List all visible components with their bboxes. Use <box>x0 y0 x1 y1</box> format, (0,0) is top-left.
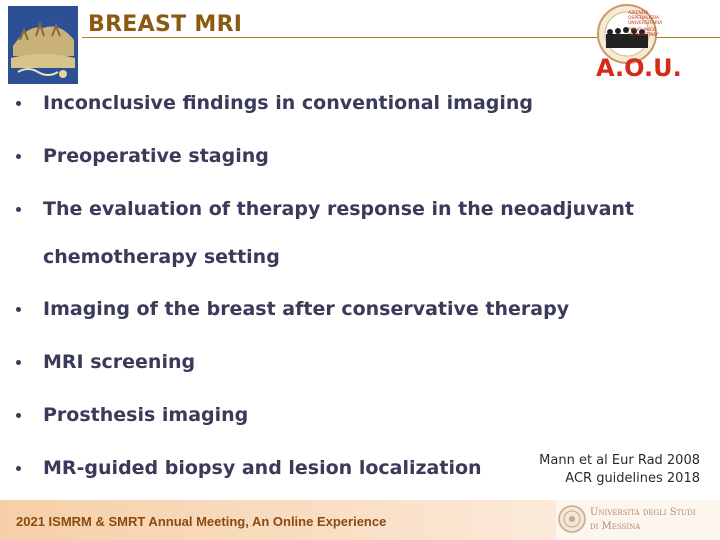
reference-line: ACR guidelines 2018 <box>565 471 700 486</box>
reference-line: Mann et al Eur Rad 2008 <box>539 453 700 468</box>
university-name <box>590 506 696 534</box>
bullet-item: MRI screening <box>43 351 196 373</box>
bullet-item: Prosthesis imaging <box>43 404 249 426</box>
bullet-dot <box>16 466 21 471</box>
footer-bar <box>0 500 720 540</box>
bullet-item: Preoperative staging <box>43 145 269 167</box>
svg-text:POLICLINICO: POLICLINICO <box>628 28 657 33</box>
bullet-item: MR-guided biopsy and lesion localization <box>43 457 482 479</box>
slide-title: BREAST MRI <box>88 12 243 37</box>
university-logo <box>556 500 720 540</box>
conference-logo-image <box>8 6 78 84</box>
footer-text: 2021 ISMRM & SMRT Annual Meeting, An Online Experience <box>16 514 387 529</box>
svg-text:OSPEDALIERA: OSPEDALIERA <box>628 16 660 21</box>
references <box>539 452 700 488</box>
bullet-dot <box>16 207 21 212</box>
bullet-dot <box>16 413 21 418</box>
bullet-dot <box>16 360 21 365</box>
university-line1: Università degli Studi <box>590 507 696 518</box>
bullet-item-continuation: chemotherapy setting <box>43 246 280 268</box>
bullet-item: The evaluation of therapy response in the neoadjuvant <box>43 198 635 220</box>
bullet-item: Imaging of the breast after conservative therapy <box>43 298 570 320</box>
logo-small-line: AZIENDA <box>628 11 649 16</box>
university-line2: di Messina <box>590 521 641 532</box>
university-seal-icon <box>558 505 586 533</box>
bullet-item: Inconclusive findings in conventional imaging <box>43 92 534 114</box>
svg-text:UNIVERSITARIA: UNIVERSITARIA <box>628 21 663 26</box>
bullet-dot <box>16 307 21 312</box>
bullet-dot <box>16 154 21 159</box>
svg-text:"G. MARTINO": "G. MARTINO" <box>628 33 660 38</box>
bullet-dot <box>16 101 21 106</box>
aou-logo <box>594 4 686 80</box>
logo-aou-text: A.O.U. <box>596 54 682 80</box>
